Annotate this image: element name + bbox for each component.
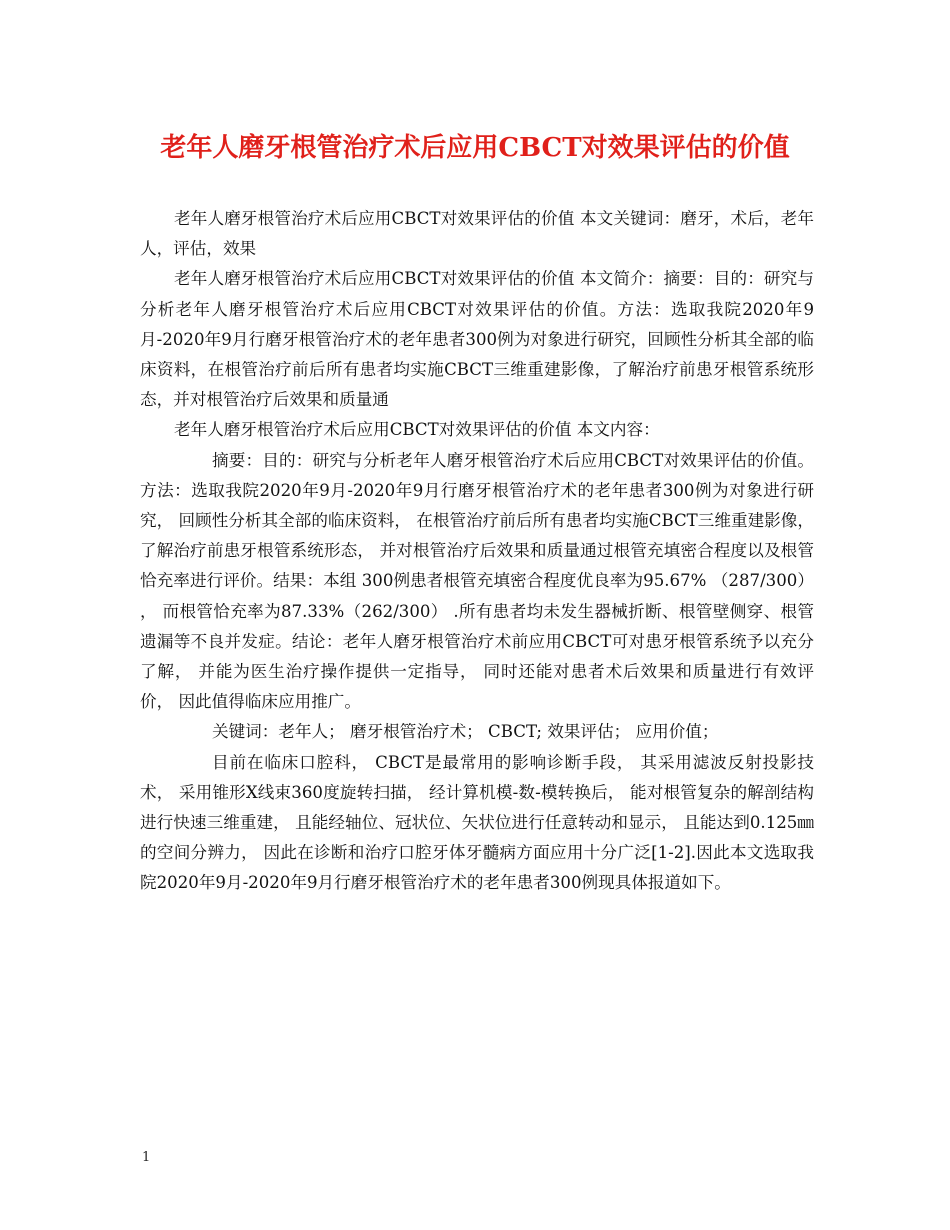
paragraph-keywords: 关键词：老年人； 磨牙根管治疗术； CBCT; 效果评估； 应用价值；	[212, 722, 719, 742]
paragraph-introduction: 目前在临床口腔科， CBCT是最常用的影响诊断手段， 其采用滤波反射投影技术， 采用锥形X线束360度旋转扫描， 经计算机模-数-模转换后， 能对根管复杂的解剖结构进行快速三维重建， 且能经轴位、冠状位、矢状位进行任意转动和显示， 且能达到0.125㎜的空间分辨力， 因此在诊断和治疗口腔牙体牙髓病方面应用十分广泛[1-2].因此本文选取我院2020年9月-2020年9月行磨牙根管治疗术的老年患者300例现具体报道如下。	[140, 752, 814, 893]
document-body	[140, 204, 814, 899]
paragraph-keywords-intro: 老年人磨牙根管治疗术后应用CBCT对效果评估的价值 本文关键词：磨牙，术后，老年人，评估，效果	[140, 209, 814, 259]
document-title: 老年人磨牙根管治疗术后应用CBCT对效果评估的价值	[160, 133, 790, 163]
page-number: 1	[142, 1150, 151, 1165]
paragraph-summary-intro: 老年人磨牙根管治疗术后应用CBCT对效果评估的价值 本文简介：摘要：目的：研究与分析老年人磨牙根管治疗术后应用CBCT对效果评估的价值。方法：选取我院2020年9月-2020年9月行磨牙根管治疗术的老年患者300例为对象进行研究，回顾性分析其全部的临床资料，在根管治疗前后所有患者均实施CBCT三维重建影像，了解治疗前患牙根管系统形态，并对根管治疗后效果和质量通	[140, 269, 814, 410]
paragraph-abstract: 摘要：目的：研究与分析老年人磨牙根管治疗术后应用CBCT对效果评估的价值。方法：选取我院2020年9月-2020年9月行磨牙根管治疗术的老年患者300例为对象进行研究， 回顾性分析其全部的临床资料， 在根管治疗前后所有患者均实施CBCT三维重建影像， 了解治疗前患牙根管系统形态， 并对根管治疗后效果和质量通过根管充填密合程度以及根管恰充率进行评价。结果：本组 300例患者根管充填密合程度优良率为95.67% （287/300） ， 而根管恰充率为87.33%（262/300） .所有患者均未发生器械折断、根管壁侧穿、根管遗漏等不良并发症。结论：老年人磨牙根管治疗术前应用CBCT可对患牙根管系统予以充分了解， 并能为医生治疗操作提供一定指导， 同时还能对患者术后效果和质量进行有效评价， 因此值得临床应用推广。	[140, 450, 814, 712]
paragraph-content-intro: 老年人磨牙根管治疗术后应用CBCT对效果评估的价值 本文内容：	[174, 420, 660, 440]
